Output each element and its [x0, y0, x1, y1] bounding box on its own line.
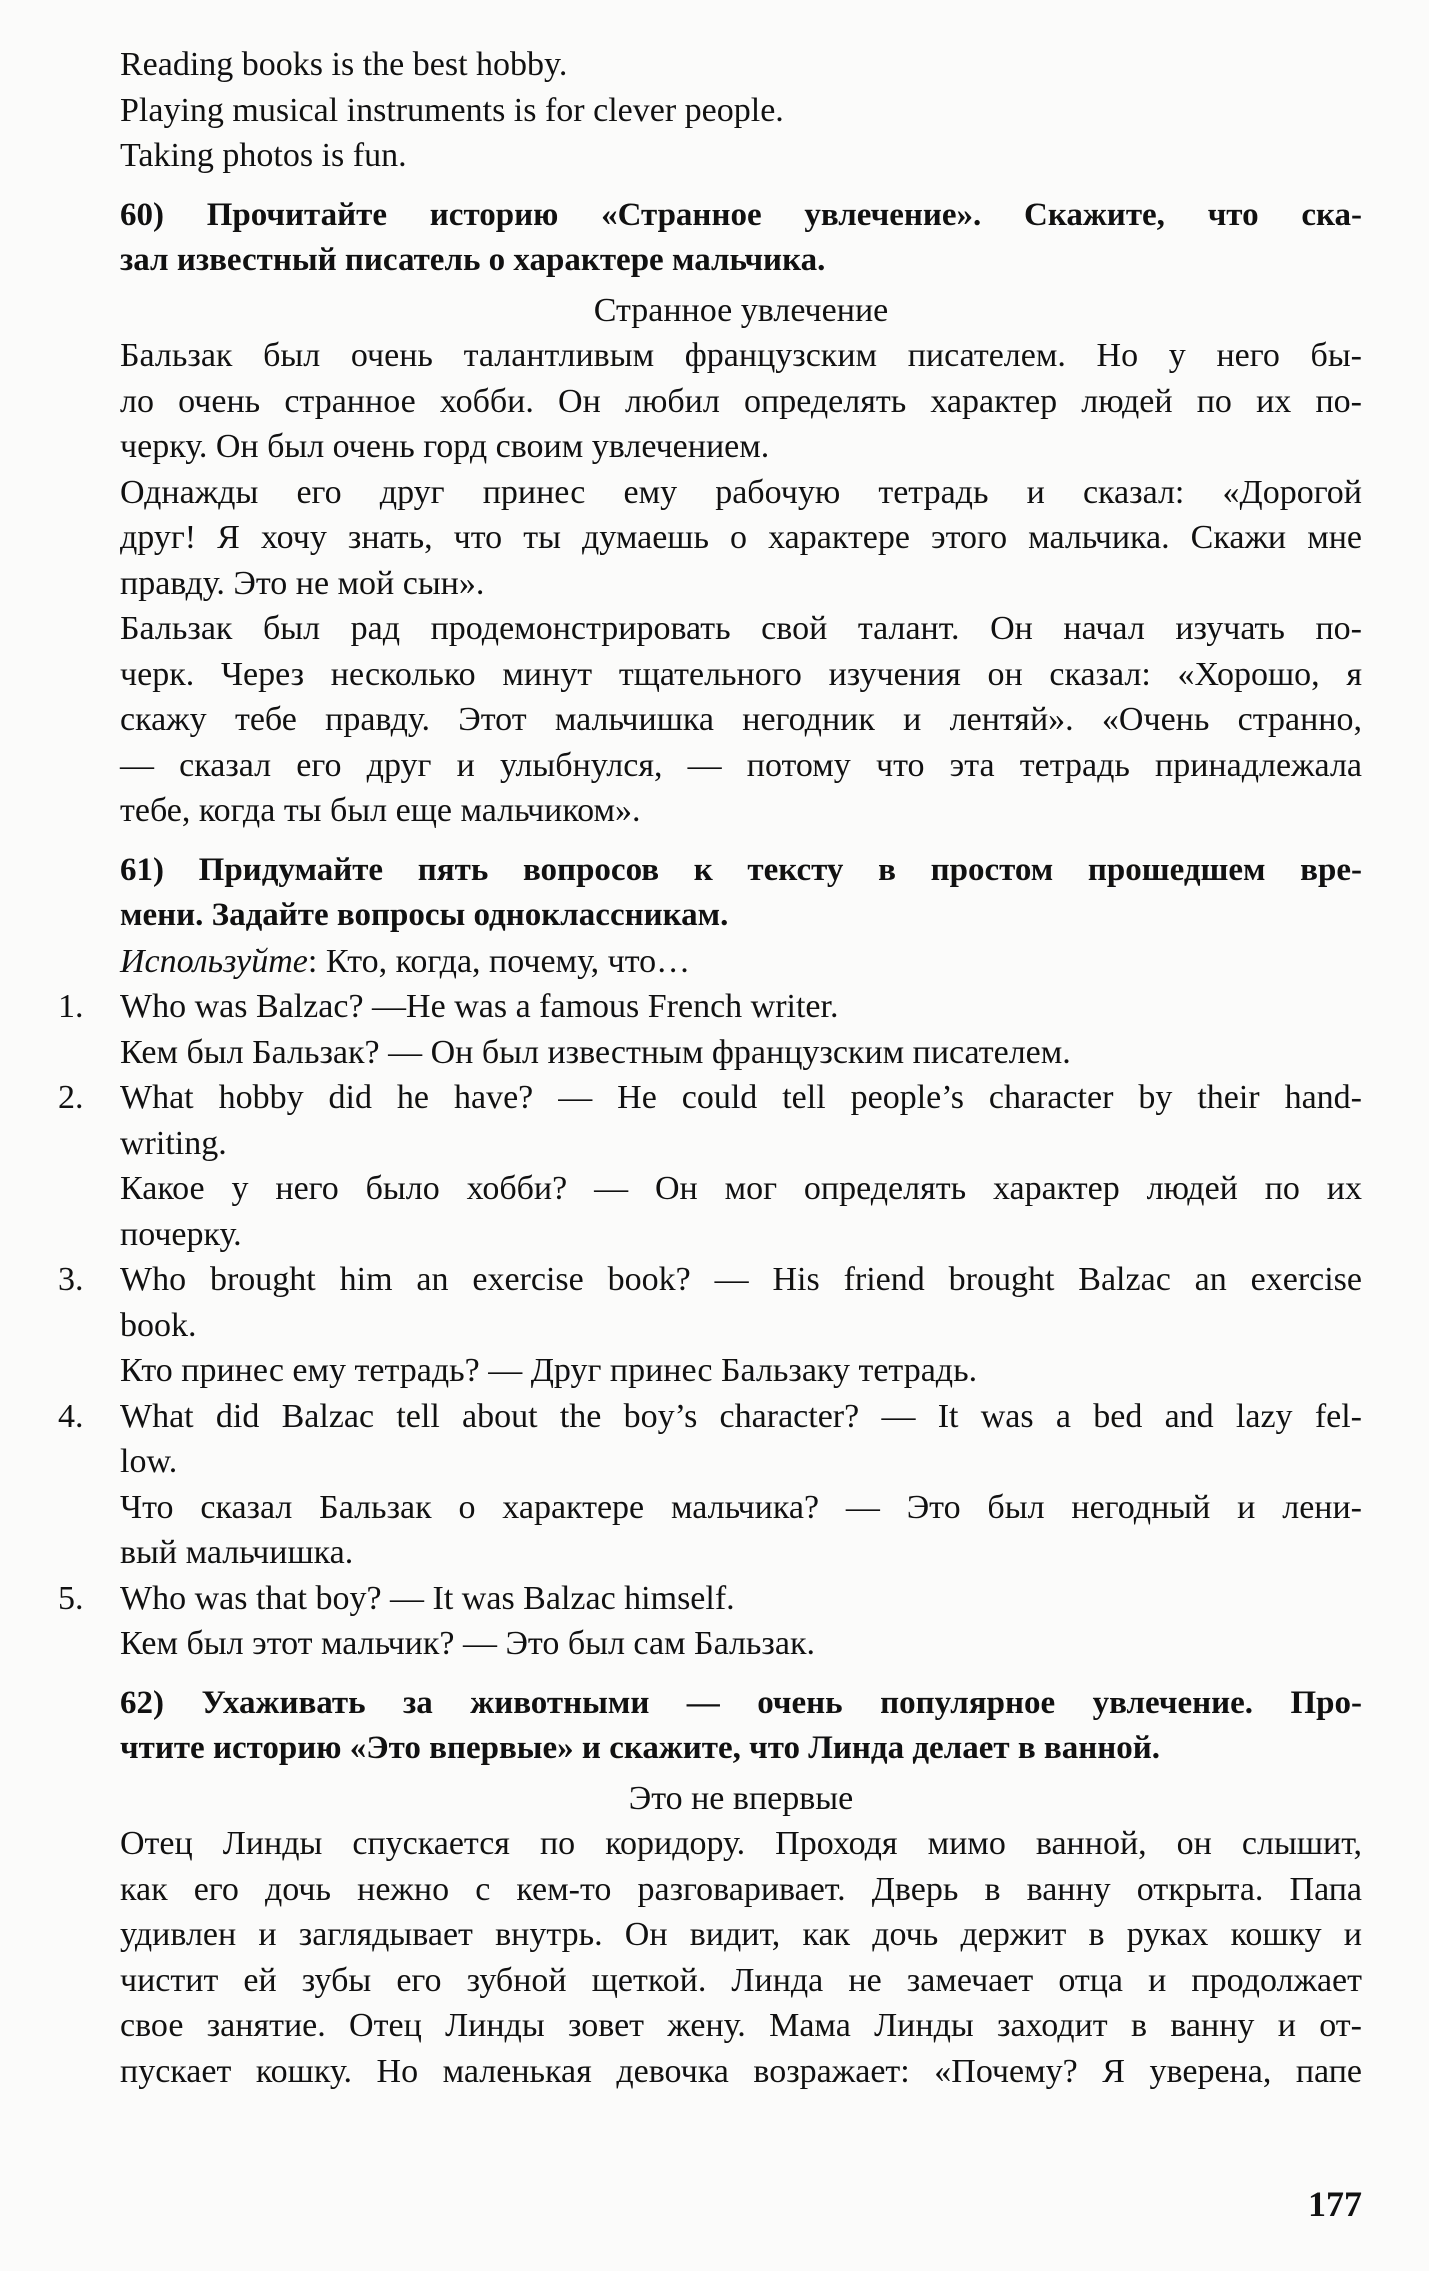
item-number: 4.: [58, 1397, 84, 1435]
task-61-heading-line: 61) Придумайте пять вопросов к тексту в простом прошедшем вре-: [120, 851, 1362, 888]
text-line: Отец Линды спускается по коридору. Проходя мимо ванной, он слышит,: [120, 1825, 1362, 1862]
item-number: 2.: [58, 1079, 84, 1116]
intro-line: Playing musical instruments is for clever people.: [120, 91, 784, 129]
list-item: [58, 984, 1362, 1075]
text-line: Бальзак был очень талантливым французским писателем. Но у него бы-: [120, 337, 1362, 374]
intro-line: Reading books is the best hobby.: [120, 46, 568, 83]
intro-line: Taking photos is fun.: [120, 137, 407, 174]
use-hint: [120, 939, 1362, 985]
page-number: 177: [1308, 2184, 1362, 2224]
task-62: [120, 1681, 1362, 2095]
text-line: What hobby did he have? — He could tell people’s character by their hand-: [120, 1079, 1362, 1116]
task-62-heading-line: чтите историю «Это впервые» и скажите, что Линда делает в ванной.: [120, 1730, 1160, 1766]
use-label: Используйте: [120, 942, 308, 980]
text-line: Что сказал Бальзак о характере мальчика? — Это был негодный и лени-: [120, 1488, 1362, 1526]
text-line: вый мальчишка.: [120, 1534, 354, 1571]
text-line: как его дочь нежно с кем-то разговаривает. Дверь в ванну открыта. Папа: [120, 1870, 1362, 1908]
text-line: Однажды его друг принес ему рабочую тетрадь и сказал: «Дорогой: [120, 473, 1362, 511]
text-line: Кто принес ему тетрадь? — Друг принес Бальзаку тетрадь.: [120, 1352, 978, 1389]
text-line: друг! Я хочу знать, что ты думаешь о характере этого мальчика. Скажи мне: [120, 519, 1362, 556]
text-line: Who was that boy? — It was Balzac himself.: [120, 1579, 735, 1617]
text-line: low.: [120, 1443, 178, 1480]
item-number: 1.: [58, 988, 84, 1025]
task-60-heading-line: 60) Прочитайте историю «Странное увлечение». Скажите, что ска-: [120, 196, 1362, 233]
task-60-heading-line: зал известный писатель о характере мальчика.: [120, 242, 826, 278]
text-line: черк. Через несколько минут тщательного изучения он сказал: «Хорошо, я: [120, 655, 1362, 693]
text-line: Кем был этот мальчик? — Это был сам Бальзак.: [120, 1625, 815, 1662]
item-number: 3.: [58, 1261, 84, 1298]
text-line: Кем был Бальзак? — Он был известным французским писателем.: [120, 1033, 1071, 1071]
task-62-heading-line: 62) Ухаживать за животными — очень популярное увлечение. Про-: [120, 1684, 1362, 1721]
text-line: свое занятие. Отец Линды зовет жену. Мама Линды заходит в ванну и от-: [120, 2007, 1362, 2044]
text-line: чистит ей зубы его зубной щеткой. Линда не замечает отца и продолжает: [120, 1961, 1362, 1999]
text-line: тебе, когда ты был еще мальчиком».: [120, 792, 641, 829]
text-line: Какое у него было хобби? — Он мог определять характер людей по их: [120, 1170, 1362, 1207]
list-item: [58, 1075, 1362, 1257]
use-text: : Кто, когда, почему, что…: [307, 942, 691, 980]
text-line: ло очень странное хобби. Он любил определять характер людей по их по-: [120, 382, 1362, 420]
text-line: — сказал его друг и улыбнулся, — потому что эта тетрадь принадлежала: [120, 746, 1362, 784]
story-title: Это не впервые: [628, 1779, 854, 1817]
text-line: скажу тебе правду. Этот мальчишка негодник и лентяй». «Очень странно,: [120, 701, 1362, 738]
text-line: черку. Он был очень горд своим увлечением.: [120, 428, 770, 465]
list-item: [58, 1257, 1362, 1394]
page-content: [58, 42, 1362, 2094]
text-line: почерку.: [120, 1215, 242, 1253]
task-60: [120, 193, 1362, 834]
text-line: Бальзак был рад продемонстрировать свой талант. Он начал изучать по-: [120, 610, 1362, 647]
task-61: [58, 848, 1362, 1667]
text-line: правду. Это не мой сын».: [120, 564, 485, 602]
list-item: [58, 1576, 1362, 1667]
task-61-heading-line: мени. Задайте вопросы одноклассникам.: [120, 897, 729, 933]
text-line: пускает кошку. Но маленькая девочка возражает: «Почему? Я уверена, папе: [120, 2052, 1362, 2090]
text-line: Who was Balzac? —He was a famous French writer.: [120, 988, 839, 1025]
list-item: [58, 1394, 1362, 1576]
item-number: 5.: [58, 1579, 84, 1617]
story-title: Странное увлечение: [593, 291, 889, 329]
text-line: удивлен и заглядывает внутрь. Он видит, как дочь держит в руках кошку и: [120, 1916, 1362, 1953]
text-line: book.: [120, 1306, 197, 1344]
text-line: What did Balzac tell about the boy’s character? — It was a bed and lazy fel-: [120, 1397, 1362, 1435]
text-line: Who brought him an exercise book? — His friend brought Balzac an exercise: [120, 1261, 1362, 1298]
text-line: writing.: [120, 1124, 227, 1162]
